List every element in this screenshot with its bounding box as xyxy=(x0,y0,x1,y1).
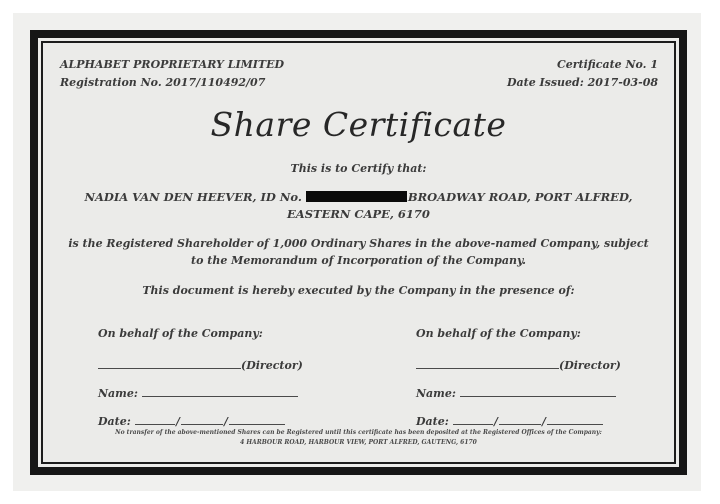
shareholder-address-part1: BROADWAY ROAD, PORT ALFRED, xyxy=(407,189,633,204)
date-separator: / xyxy=(223,414,228,428)
signature-section xyxy=(43,327,674,428)
date-label: Date: xyxy=(98,414,131,428)
name-label: Name: xyxy=(416,386,456,400)
name-fill-line xyxy=(142,387,298,397)
signature-block-left xyxy=(98,327,308,428)
shares-clause-line-2: to the Memorandum of Incorporation of the Company. xyxy=(191,253,526,267)
shareholder-line-2: EASTERN CAPE, 6170 xyxy=(287,207,430,222)
shareholder-line-1 xyxy=(43,189,674,206)
date-year-line xyxy=(547,415,603,425)
transfer-restriction-line-1: No transfer of the above-mentioned Shares can be Registered until this certificate has been deposited at the Registered Offices of the Company: xyxy=(115,428,602,436)
certificate-title: Share Certificate xyxy=(210,105,507,145)
date-row xyxy=(98,415,308,428)
name-fill-line xyxy=(460,387,616,397)
certificate-border-frame xyxy=(30,30,687,475)
shares-clause-line-1: is the Registered Shareholder of 1,000 Ordinary Shares in the above-named Company, subject xyxy=(68,237,649,251)
director-signature-line xyxy=(98,359,241,369)
shareholder-details xyxy=(43,189,674,224)
certificate-page xyxy=(13,13,701,491)
certificate-number: Certificate No. 1 xyxy=(556,58,658,71)
shares-clause xyxy=(43,236,674,269)
certificate-meta xyxy=(507,56,658,92)
director-label: (Director) xyxy=(241,358,303,372)
date-separator: / xyxy=(541,414,546,428)
name-row xyxy=(416,387,626,400)
date-year-line xyxy=(229,415,285,425)
director-signature-row xyxy=(416,359,626,372)
date-issued: Date Issued: 2017-03-08 xyxy=(506,76,658,90)
certificate-inner-rule xyxy=(41,41,676,464)
registered-office-address: 4 HARBOUR ROAD, HARBOUR VIEW, PORT ALFRED, GAUTENG, 6170 xyxy=(240,438,477,446)
certify-intro: This is to Certify that: xyxy=(290,162,427,176)
signature-heading: On behalf of the Company: xyxy=(416,326,581,340)
date-month-line xyxy=(499,415,541,425)
certificate-header xyxy=(43,43,674,92)
name-label: Name: xyxy=(98,386,138,400)
signature-heading: On behalf of the Company: xyxy=(98,326,263,340)
certificate-content xyxy=(43,43,674,462)
company-info xyxy=(60,56,284,92)
date-day-line xyxy=(135,415,175,425)
registration-number: Registration No. 2017/110492/07 xyxy=(60,76,266,90)
date-separator: / xyxy=(493,414,498,428)
shareholder-name-and-id: NADIA VAN DEN HEEVER, ID No. xyxy=(84,189,302,204)
date-label: Date: xyxy=(416,414,449,428)
signature-block-right xyxy=(416,327,626,428)
execution-clause: This document is hereby executed by the Company in the presence of: xyxy=(142,284,575,298)
director-signature-line xyxy=(416,359,559,369)
date-row xyxy=(416,415,626,428)
date-separator: / xyxy=(175,414,180,428)
date-day-line xyxy=(453,415,493,425)
transfer-restriction-note xyxy=(43,428,674,462)
director-signature-row xyxy=(98,359,308,372)
name-row xyxy=(98,387,308,400)
redacted-id-number xyxy=(306,191,407,202)
company-name: ALPHABET PROPRIETARY LIMITED xyxy=(60,58,285,71)
director-label: (Director) xyxy=(559,358,621,372)
date-month-line xyxy=(181,415,223,425)
